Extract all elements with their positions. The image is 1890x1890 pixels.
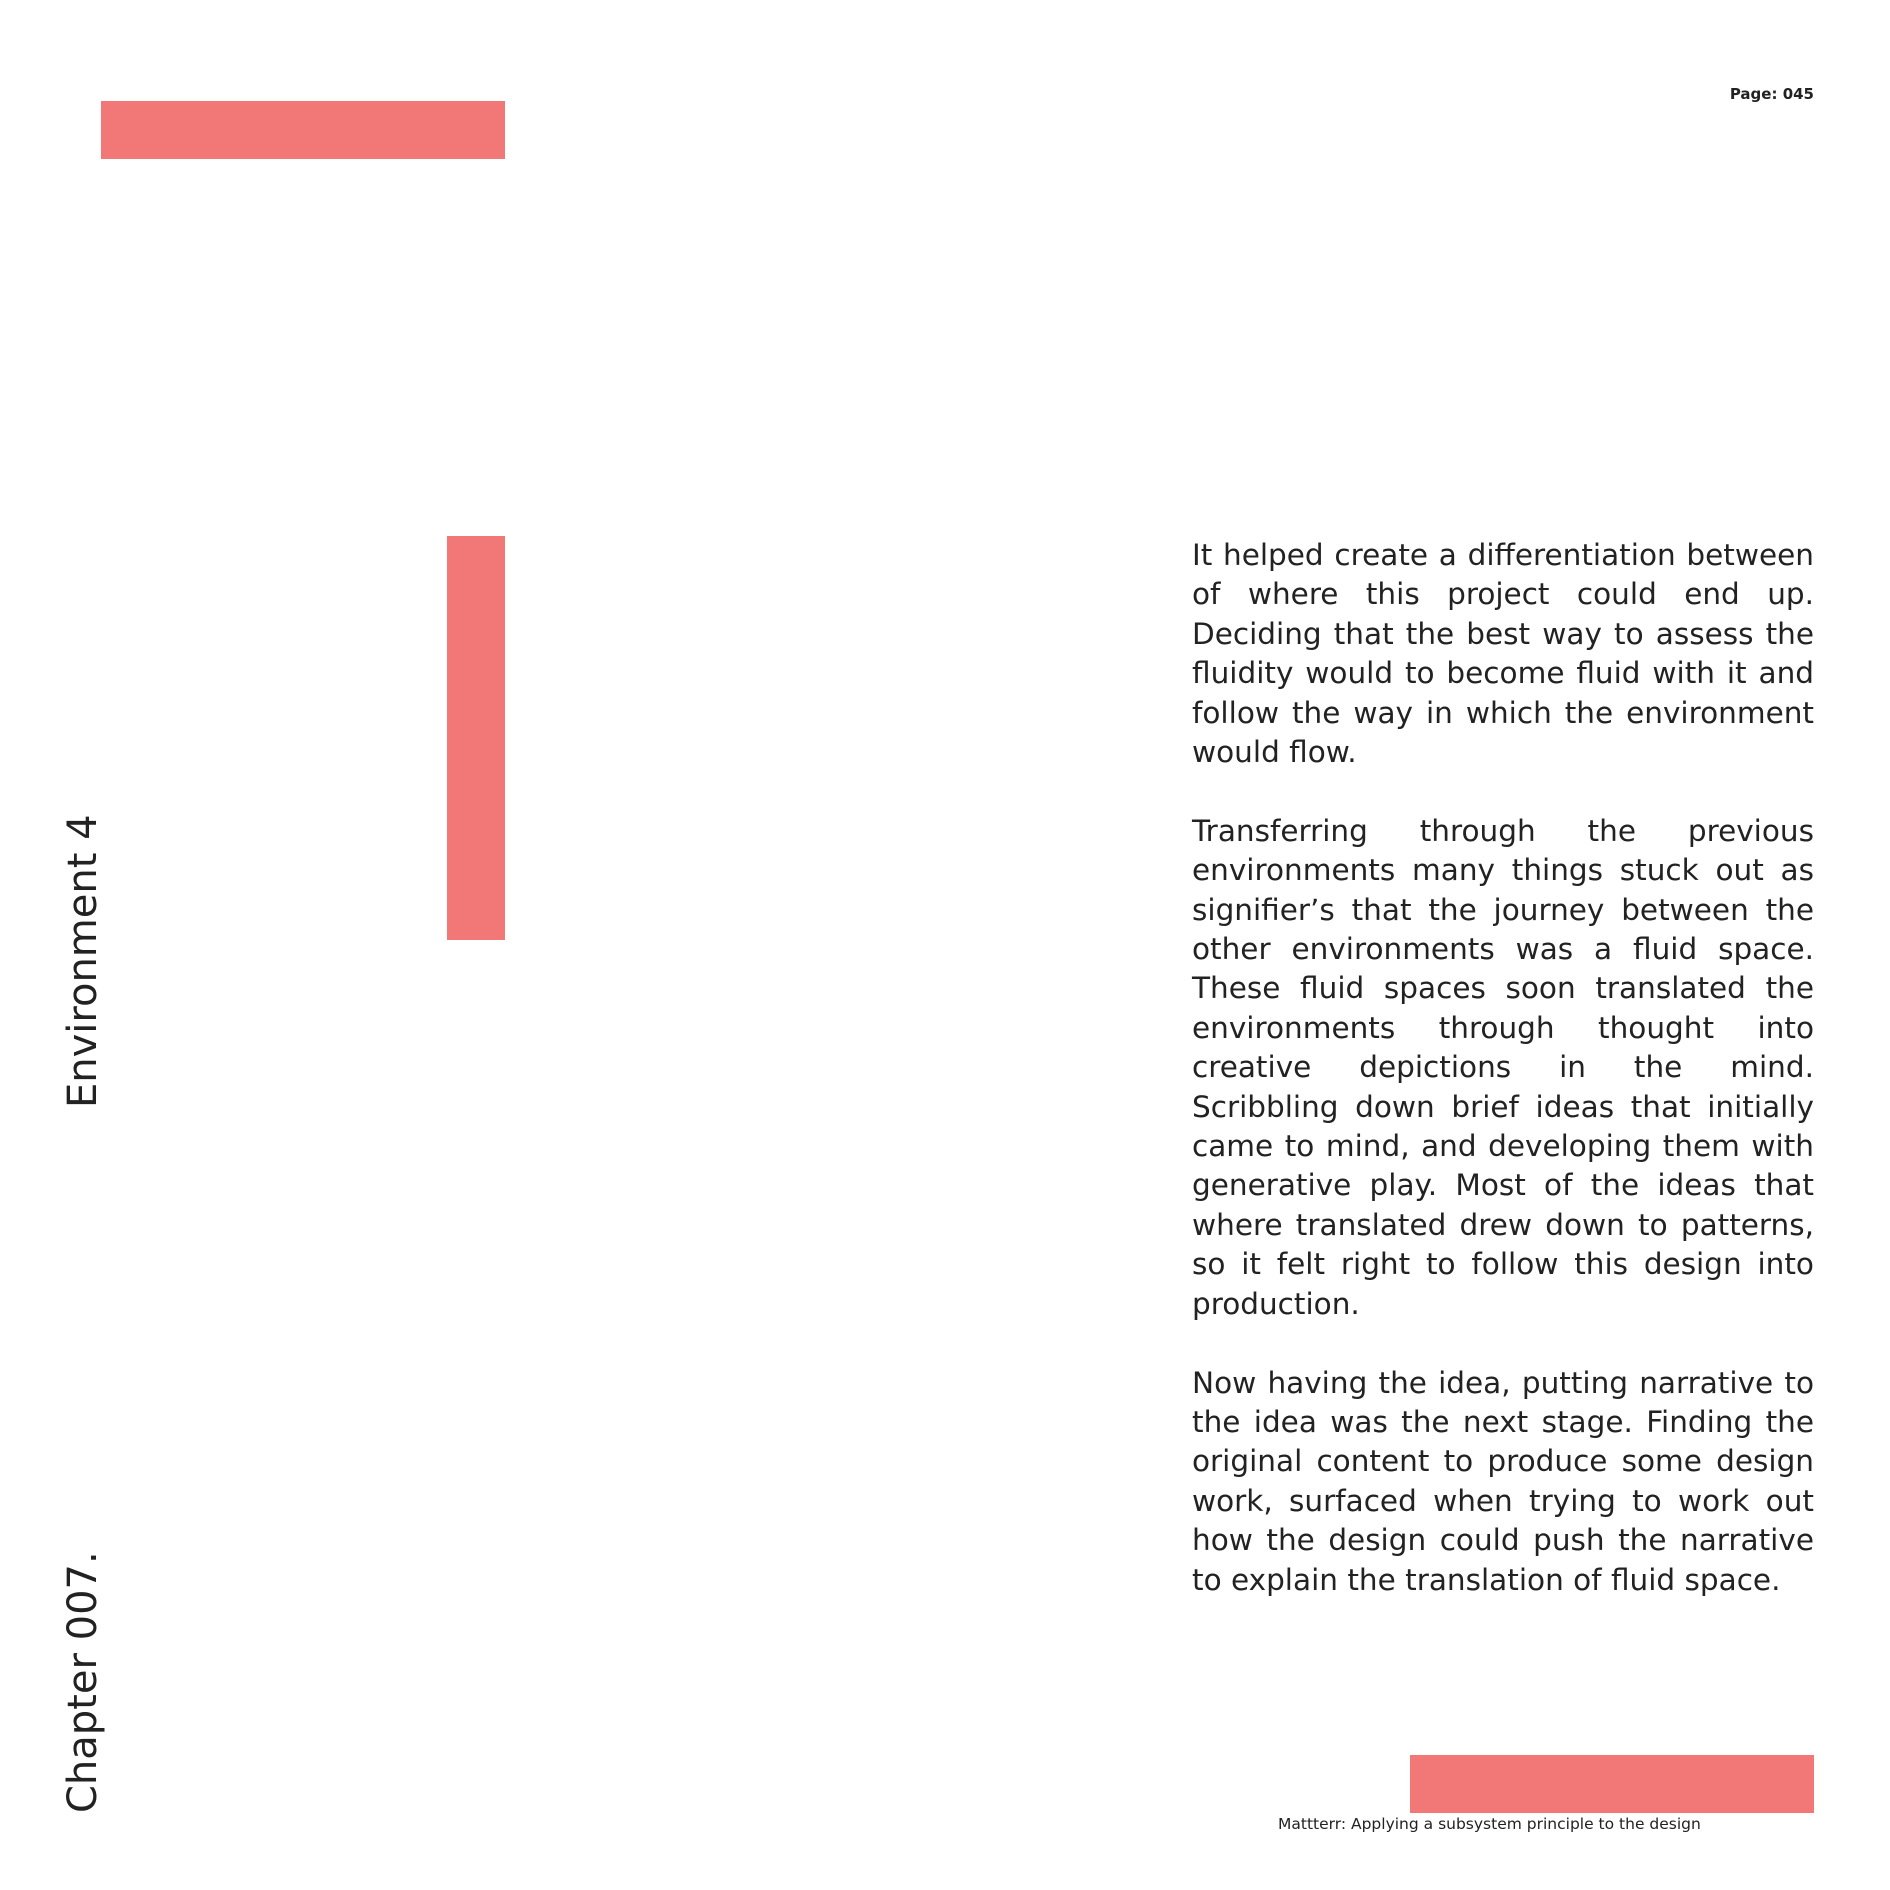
body-text	[1192, 536, 1814, 1600]
chapter-label: Chapter 007.	[60, 1551, 106, 1813]
section-label: Environment 4	[60, 814, 106, 1108]
page-number: Page: 045	[1729, 85, 1814, 103]
accent-bar-top-left	[101, 101, 505, 159]
accent-bar-bottom-right	[1410, 1755, 1814, 1813]
paragraph: Transferring through the previous environments many things stuck out as signifier’s that the journey between the other environments was a fluid space. These fluid spaces soon translated the environments through thought into creative depictions in the mind. Scribbling down brief ideas that initially came to mind, and developing them with generative play. Most of the ideas that where translated drew down to patterns, so it felt right to follow this design into production.	[1192, 813, 1814, 1321]
paragraph: Now having the idea, putting narrative to the idea was the next stage. Finding the original content to produce some design work, surfaced when trying to work out how the design could push the narrative to explain the translation of fluid space.	[1192, 1365, 1814, 1597]
footer-caption: Mattterr: Applying a subsystem principle to the design	[1278, 1815, 1701, 1833]
paragraph: It helped create a differentiation between of where this project could end up. Deciding that the best way to assess the fluidity would to become fluid with it and follow the way in which the environment would flow.	[1192, 538, 1814, 770]
accent-bar-vertical	[447, 536, 505, 940]
